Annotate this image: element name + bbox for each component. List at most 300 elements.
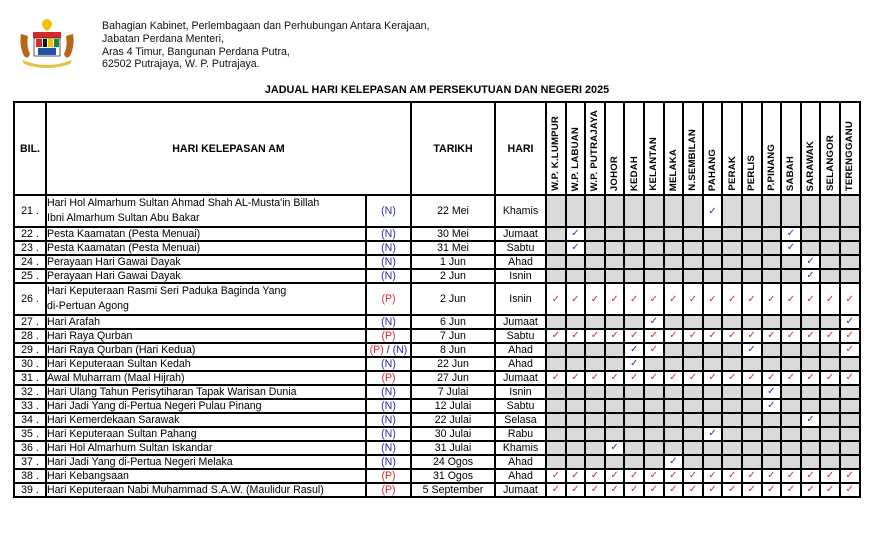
state-not-applicable-cell: [762, 343, 782, 357]
header-state: [762, 102, 782, 195]
state-not-applicable-cell: [664, 427, 684, 441]
header-bil: BIL.: [14, 102, 46, 195]
holiday-date: 22 Julai: [411, 413, 495, 427]
table-row: [14, 357, 860, 371]
state-not-applicable-cell: [840, 241, 860, 255]
row-number: 28 .: [14, 329, 46, 343]
state-not-applicable-cell: [605, 385, 625, 399]
state-not-applicable-cell: [801, 195, 821, 227]
state-not-applicable-cell: [781, 195, 801, 227]
header-state: [703, 102, 723, 195]
checkmark-icon: ✓: [669, 372, 678, 383]
row-number: 21 .: [14, 195, 46, 227]
state-applicable-cell: [664, 329, 684, 343]
state-applicable-cell: [722, 483, 742, 497]
state-not-applicable-cell: [566, 269, 586, 283]
state-not-applicable-cell: [566, 195, 586, 227]
checkmark-icon: ✓: [747, 330, 756, 341]
state-holiday-label: (N): [381, 242, 396, 254]
holiday-type: [366, 315, 411, 329]
state-not-applicable-cell: [624, 315, 644, 329]
state-not-applicable-cell: [722, 413, 742, 427]
state-applicable-cell: [546, 483, 566, 497]
header-state-label: P.PINANG: [765, 144, 777, 191]
state-holiday-label: (N): [381, 228, 396, 240]
state-applicable-cell: [624, 469, 644, 483]
state-not-applicable-cell: [644, 413, 664, 427]
state-applicable-cell: [585, 469, 605, 483]
state-not-applicable-cell: [762, 357, 782, 371]
header-state: [781, 102, 801, 195]
state-applicable-cell: [840, 469, 860, 483]
header-state: [644, 102, 664, 195]
state-not-applicable-cell: [683, 255, 703, 269]
state-applicable-cell: [683, 283, 703, 315]
checkmark-icon: ✓: [551, 484, 560, 495]
holiday-name-line: Hari Raya Qurban: [47, 330, 133, 342]
holiday-name: [46, 371, 366, 385]
state-applicable-cell: [801, 255, 821, 269]
state-not-applicable-cell: [664, 269, 684, 283]
state-not-applicable-cell: [762, 195, 782, 227]
holiday-day: Sabtu: [495, 329, 546, 343]
table-row: [14, 269, 860, 283]
checkmark-icon: ✓: [806, 330, 815, 341]
checkmark-icon: ✓: [708, 330, 717, 341]
checkmark-icon: ✓: [747, 344, 756, 355]
state-not-applicable-cell: [683, 195, 703, 227]
checkmark-icon: ✓: [708, 293, 717, 305]
holiday-type: [366, 441, 411, 455]
state-not-applicable-cell: [722, 385, 742, 399]
state-applicable-cell: [644, 315, 664, 329]
checkmark-icon: ✓: [551, 293, 560, 305]
state-not-applicable-cell: [742, 195, 762, 227]
state-applicable-cell: [742, 371, 762, 385]
state-holiday-label: (N): [392, 344, 408, 356]
table-body: [14, 195, 860, 497]
state-applicable-cell: [605, 441, 625, 455]
holiday-date: 31 Mei: [411, 241, 495, 255]
state-not-applicable-cell: [722, 241, 742, 255]
table-row: [14, 399, 860, 413]
holiday-day: Khamis: [495, 195, 546, 227]
state-not-applicable-cell: [644, 455, 664, 469]
header-state: [566, 102, 586, 195]
checkmark-icon: ✓: [825, 293, 835, 305]
table-row: [14, 255, 860, 269]
state-not-applicable-cell: [683, 343, 703, 357]
state-not-applicable-cell: [585, 441, 605, 455]
state-not-applicable-cell: [683, 399, 703, 413]
table-row: [14, 241, 860, 255]
state-applicable-cell: [722, 329, 742, 343]
table-row: [14, 315, 860, 329]
address-line: Aras 4 Timur, Bangunan Perdana Putra,: [102, 45, 290, 58]
state-not-applicable-cell: [742, 227, 762, 241]
header-state-label: JOHOR: [609, 155, 621, 191]
checkmark-icon: ✓: [786, 330, 796, 341]
state-not-applicable-cell: [801, 227, 821, 241]
checkmark-icon: ✓: [688, 372, 698, 383]
state-not-applicable-cell: [683, 427, 703, 441]
state-applicable-cell: [644, 371, 664, 385]
header-state-label: SARAWAK: [805, 140, 817, 191]
holiday-name: [46, 357, 366, 371]
state-not-applicable-cell: [683, 455, 703, 469]
state-not-applicable-cell: [546, 343, 566, 357]
checkmark-icon: ✓: [845, 344, 854, 355]
document-title: [0, 84, 874, 96]
state-not-applicable-cell: [742, 357, 762, 371]
state-not-applicable-cell: [624, 195, 644, 227]
checkmark-icon: ✓: [845, 316, 854, 327]
state-applicable-cell: [624, 329, 644, 343]
state-applicable-cell: [566, 283, 586, 315]
state-not-applicable-cell: [644, 385, 664, 399]
state-not-applicable-cell: [585, 357, 605, 371]
table-row: [14, 413, 860, 427]
state-not-applicable-cell: [762, 227, 782, 241]
separator: /: [383, 344, 393, 356]
checkmark-icon: ✓: [806, 372, 815, 383]
state-not-applicable-cell: [801, 455, 821, 469]
state-applicable-cell: [820, 469, 840, 483]
holiday-day: Isnin: [495, 269, 546, 283]
state-not-applicable-cell: [585, 455, 605, 469]
state-not-applicable-cell: [683, 413, 703, 427]
state-not-applicable-cell: [781, 255, 801, 269]
state-not-applicable-cell: [624, 441, 644, 455]
state-applicable-cell: [683, 469, 703, 483]
state-not-applicable-cell: [683, 385, 703, 399]
checkmark-icon: ✓: [688, 293, 698, 305]
office-address: [102, 20, 429, 71]
state-not-applicable-cell: [742, 315, 762, 329]
checkmark-icon: ✓: [629, 372, 639, 383]
checkmark-icon: ✓: [649, 470, 658, 481]
state-not-applicable-cell: [605, 357, 625, 371]
state-not-applicable-cell: [703, 455, 723, 469]
checkmark-icon: ✓: [825, 330, 835, 341]
state-not-applicable-cell: [840, 399, 860, 413]
state-applicable-cell: [840, 315, 860, 329]
holiday-name: [46, 283, 366, 315]
state-not-applicable-cell: [624, 269, 644, 283]
header-state-label: PERLIS: [746, 155, 758, 191]
state-not-applicable-cell: [585, 413, 605, 427]
holiday-date: 12 Julai: [411, 399, 495, 413]
header-state-label: W.P. PUTRAJAYA: [589, 109, 601, 191]
state-not-applicable-cell: [820, 255, 840, 269]
state-applicable-cell: [605, 469, 625, 483]
address-line: Bahagian Kabinet, Perlembagaan dan Perhubungan Antara Kerajaan,: [102, 20, 430, 32]
row-number: 37 .: [14, 455, 46, 469]
state-not-applicable-cell: [566, 427, 586, 441]
state-not-applicable-cell: [546, 255, 566, 269]
checkmark-icon: ✓: [767, 484, 776, 495]
header-state-label: PERAK: [726, 156, 738, 191]
holiday-type: [366, 269, 411, 283]
checkmark-icon: ✓: [669, 470, 678, 481]
checkmark-icon: ✓: [708, 372, 717, 383]
state-not-applicable-cell: [801, 399, 821, 413]
checkmark-icon: ✓: [669, 484, 678, 495]
state-applicable-cell: [624, 343, 644, 357]
state-not-applicable-cell: [605, 315, 625, 329]
row-number: 26 .: [14, 283, 46, 315]
holiday-day: Jumaat: [495, 371, 546, 385]
header-state-label: TERENGGANU: [844, 120, 856, 191]
checkmark-icon: ✓: [629, 470, 639, 481]
national-holiday-label: (P): [369, 344, 384, 356]
holiday-type: [366, 195, 411, 227]
state-not-applicable-cell: [644, 227, 664, 241]
header-state-label: N.SEMBILAN: [687, 129, 699, 191]
table-row: [14, 455, 860, 469]
header-state: [742, 102, 762, 195]
state-applicable-cell: [644, 329, 664, 343]
national-holiday-label: (P): [381, 330, 396, 342]
state-holiday-label: (N): [381, 442, 396, 454]
state-not-applicable-cell: [644, 441, 664, 455]
state-not-applicable-cell: [605, 269, 625, 283]
state-applicable-cell: [820, 371, 840, 385]
holiday-name: [46, 413, 366, 427]
row-number: 38 .: [14, 469, 46, 483]
state-not-applicable-cell: [820, 427, 840, 441]
holiday-date: 30 Mei: [411, 227, 495, 241]
checkmark-icon: ✓: [825, 372, 835, 383]
checkmark-icon: ✓: [571, 228, 580, 239]
state-not-applicable-cell: [722, 427, 742, 441]
state-applicable-cell: [644, 343, 664, 357]
checkmark-icon: ✓: [629, 484, 639, 495]
holiday-type: [366, 385, 411, 399]
state-not-applicable-cell: [762, 241, 782, 255]
state-not-applicable-cell: [801, 241, 821, 255]
state-not-applicable-cell: [840, 357, 860, 371]
checkmark-icon: ✓: [590, 484, 600, 495]
holiday-name-line: Hari Hol Almarhum Sultan Ahmad Shah AL-Musta'in Billah: [47, 197, 320, 209]
state-not-applicable-cell: [566, 357, 586, 371]
state-applicable-cell: [722, 371, 742, 385]
state-applicable-cell: [801, 283, 821, 315]
state-not-applicable-cell: [546, 241, 566, 255]
holiday-day: Jumaat: [495, 483, 546, 497]
state-not-applicable-cell: [722, 255, 742, 269]
state-not-applicable-cell: [801, 357, 821, 371]
state-not-applicable-cell: [664, 441, 684, 455]
state-not-applicable-cell: [781, 441, 801, 455]
state-not-applicable-cell: [781, 385, 801, 399]
state-not-applicable-cell: [820, 413, 840, 427]
holiday-day: Khamis: [495, 441, 546, 455]
state-not-applicable-cell: [566, 255, 586, 269]
state-applicable-cell: [722, 283, 742, 315]
table-row: [14, 469, 860, 483]
state-not-applicable-cell: [624, 255, 644, 269]
checkmark-icon: ✓: [571, 293, 580, 305]
state-holiday-label: (N): [381, 205, 396, 217]
state-applicable-cell: [664, 371, 684, 385]
table-row: [14, 427, 860, 441]
header-state-label: SABAH: [785, 155, 797, 191]
state-applicable-cell: [840, 371, 860, 385]
state-not-applicable-cell: [781, 343, 801, 357]
state-not-applicable-cell: [703, 241, 723, 255]
state-not-applicable-cell: [820, 343, 840, 357]
holiday-name-line: Hari Jadi Yang di-Pertua Negeri Pulau Pinang: [47, 400, 262, 412]
state-applicable-cell: [585, 371, 605, 385]
state-not-applicable-cell: [703, 385, 723, 399]
checkmark-icon: ✓: [610, 372, 619, 383]
row-number: 30 .: [14, 357, 46, 371]
national-holiday-label: (P): [381, 470, 396, 482]
state-not-applicable-cell: [762, 255, 782, 269]
checkmark-icon: ✓: [727, 293, 737, 305]
state-not-applicable-cell: [762, 315, 782, 329]
state-not-applicable-cell: [664, 385, 684, 399]
holiday-name-line: Hari Arafah: [47, 316, 100, 328]
state-not-applicable-cell: [664, 315, 684, 329]
checkmark-icon: ✓: [845, 484, 854, 495]
row-number: 22 .: [14, 227, 46, 241]
state-not-applicable-cell: [624, 241, 644, 255]
holiday-name: [46, 315, 366, 329]
row-number: 34 .: [14, 413, 46, 427]
state-not-applicable-cell: [566, 455, 586, 469]
holiday-name-line: Awal Muharram (Maal Hijrah): [47, 372, 185, 384]
state-not-applicable-cell: [703, 399, 723, 413]
state-applicable-cell: [840, 483, 860, 497]
header-state: [664, 102, 684, 195]
holiday-type: [366, 283, 411, 315]
header-date: TARIKH: [411, 102, 495, 195]
state-not-applicable-cell: [840, 413, 860, 427]
row-number: 27 .: [14, 315, 46, 329]
state-not-applicable-cell: [664, 413, 684, 427]
state-applicable-cell: [742, 469, 762, 483]
state-not-applicable-cell: [624, 227, 644, 241]
state-applicable-cell: [801, 413, 821, 427]
holiday-date: 5 September: [411, 483, 495, 497]
state-applicable-cell: [585, 329, 605, 343]
holiday-type: [366, 469, 411, 483]
state-applicable-cell: [781, 241, 801, 255]
holiday-day: Selasa: [495, 413, 546, 427]
checkmark-icon: ✓: [629, 358, 639, 369]
holiday-day: Ahad: [495, 343, 546, 357]
checkmark-icon: ✓: [845, 470, 854, 481]
checkmark-icon: ✓: [688, 330, 698, 341]
row-number: 32 .: [14, 385, 46, 399]
checkmark-icon: ✓: [708, 428, 717, 439]
state-not-applicable-cell: [840, 455, 860, 469]
checkmark-icon: ✓: [610, 484, 619, 495]
state-applicable-cell: [585, 483, 605, 497]
state-not-applicable-cell: [585, 241, 605, 255]
holiday-type: [366, 455, 411, 469]
state-not-applicable-cell: [644, 357, 664, 371]
checkmark-icon: ✓: [767, 293, 776, 305]
checkmark-icon: ✓: [649, 316, 658, 327]
state-not-applicable-cell: [703, 315, 723, 329]
row-number: 31 .: [14, 371, 46, 385]
state-applicable-cell: [762, 283, 782, 315]
table-row: [14, 329, 860, 343]
state-not-applicable-cell: [644, 255, 664, 269]
holiday-day: Ahad: [495, 357, 546, 371]
header-state: [546, 102, 566, 195]
state-applicable-cell: [762, 329, 782, 343]
state-not-applicable-cell: [605, 455, 625, 469]
checkmark-icon: ✓: [610, 293, 619, 305]
checkmark-icon: ✓: [688, 470, 698, 481]
state-not-applicable-cell: [762, 427, 782, 441]
checkmark-icon: ✓: [767, 470, 776, 481]
row-number: 39 .: [14, 483, 46, 497]
holiday-day: Ahad: [495, 469, 546, 483]
state-not-applicable-cell: [762, 269, 782, 283]
checkmark-icon: ✓: [786, 228, 796, 239]
checkmark-icon: ✓: [649, 330, 658, 341]
state-applicable-cell: [781, 371, 801, 385]
state-holiday-label: (N): [381, 456, 396, 468]
state-not-applicable-cell: [546, 455, 566, 469]
checkmark-icon: ✓: [571, 330, 580, 341]
header-state: [624, 102, 644, 195]
checkmark-icon: ✓: [767, 372, 776, 383]
holiday-name-line: di-Pertuan Agong: [47, 300, 129, 312]
checkmark-icon: ✓: [610, 442, 619, 453]
state-not-applicable-cell: [781, 315, 801, 329]
header-state: [683, 102, 703, 195]
state-not-applicable-cell: [781, 399, 801, 413]
checkmark-icon: ✓: [590, 293, 600, 305]
state-holiday-label: (N): [381, 256, 396, 268]
state-not-applicable-cell: [742, 241, 762, 255]
state-not-applicable-cell: [840, 427, 860, 441]
state-applicable-cell: [664, 483, 684, 497]
state-not-applicable-cell: [742, 399, 762, 413]
state-applicable-cell: [801, 269, 821, 283]
state-not-applicable-cell: [566, 441, 586, 455]
state-applicable-cell: [644, 483, 664, 497]
holiday-date: 22 Mei: [411, 195, 495, 227]
holiday-name: [46, 329, 366, 343]
state-applicable-cell: [820, 483, 840, 497]
state-applicable-cell: [801, 483, 821, 497]
checkmark-icon: ✓: [629, 344, 639, 355]
state-not-applicable-cell: [703, 227, 723, 241]
state-not-applicable-cell: [840, 441, 860, 455]
checkmark-icon: ✓: [747, 372, 756, 383]
state-applicable-cell: [585, 283, 605, 315]
state-applicable-cell: [683, 483, 703, 497]
checkmark-icon: ✓: [669, 293, 678, 305]
state-not-applicable-cell: [585, 195, 605, 227]
state-applicable-cell: [644, 469, 664, 483]
state-not-applicable-cell: [585, 315, 605, 329]
holiday-day: Jumaat: [495, 227, 546, 241]
table-row: [14, 195, 860, 227]
state-applicable-cell: [762, 371, 782, 385]
checkmark-icon: ✓: [649, 344, 658, 355]
state-applicable-cell: [546, 283, 566, 315]
holiday-name: [46, 343, 366, 357]
state-not-applicable-cell: [605, 399, 625, 413]
